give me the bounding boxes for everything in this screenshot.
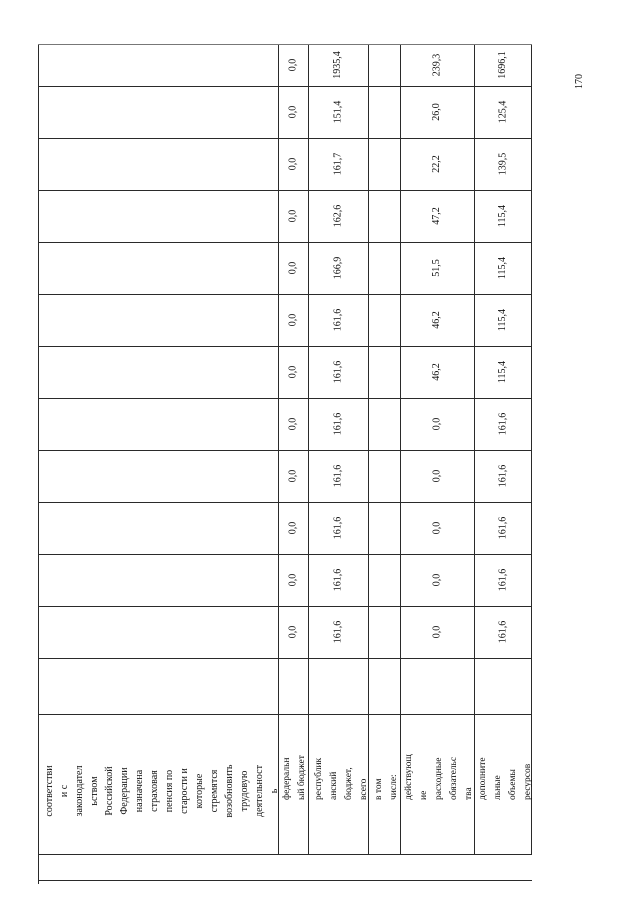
description-line: старости и: [179, 768, 190, 814]
description-line: деятельност: [254, 765, 265, 817]
cell-value: 125,4: [497, 100, 508, 124]
table-cell: [474, 294, 532, 346]
cell-value: 161,6: [497, 516, 508, 540]
page-number: 170: [574, 74, 585, 89]
description-line: ь: [269, 788, 280, 794]
row-label-line: расходные: [434, 757, 444, 800]
description-line: стремятся: [209, 769, 220, 813]
cell-value: 161,6: [332, 308, 343, 332]
cell-value: 115,4: [496, 308, 508, 332]
table-cell: [278, 398, 308, 450]
table-cell: [368, 190, 400, 242]
table-cell: [278, 346, 308, 398]
table-cell: [474, 502, 532, 554]
row-label-including: [372, 774, 402, 800]
table-cell: [474, 398, 532, 450]
cell-value: 162,6: [332, 204, 343, 228]
cell-value: 161,6: [332, 568, 343, 592]
cell-value: 151,4: [332, 100, 343, 124]
cell-value: 161,6: [332, 412, 343, 436]
cell-value: 1696,1: [497, 51, 508, 79]
table-cell: [400, 554, 474, 606]
table-cell: [474, 190, 532, 242]
table-cell: [278, 294, 308, 346]
table-cell: [400, 606, 474, 658]
cell-value: 0,0: [287, 313, 298, 327]
cell-value: 0,0: [287, 469, 298, 483]
table-cell: [474, 242, 532, 294]
table-cell: [308, 86, 368, 138]
row-label-line: действующ: [404, 754, 414, 800]
row-label-current-obligations: [402, 754, 477, 800]
table-cell: [400, 450, 474, 502]
cell-value: 161,6: [497, 568, 508, 592]
table-cell: [308, 44, 368, 86]
cell-value: 115,4: [496, 360, 508, 384]
row-label-line: тва: [464, 787, 474, 800]
cell-value: 0,0: [431, 417, 442, 431]
table-cell: [474, 44, 532, 86]
cell-value: 0,0: [287, 58, 298, 72]
table-cell: [368, 242, 400, 294]
table-cell: [400, 44, 474, 86]
cell-value: 0,0: [287, 417, 298, 431]
cell-value: 161,6: [332, 516, 343, 540]
cell-value: 0,0: [287, 105, 298, 119]
table-cell: [368, 606, 400, 658]
table-cell: [278, 606, 308, 658]
row-label-line: анский: [329, 771, 339, 800]
table-cell: [308, 138, 368, 190]
cell-value: 161,6: [497, 412, 508, 436]
table-cell: [278, 44, 308, 86]
description-line: Федерации: [119, 767, 130, 815]
description-line: законодател: [74, 765, 85, 817]
measure-description: [42, 732, 282, 850]
table-cell: [474, 138, 532, 190]
row-label-line: федеральн: [282, 757, 292, 800]
table-cell: [368, 44, 400, 86]
table-rule: [38, 44, 39, 884]
row-label-line: ый бюджет: [297, 755, 307, 800]
table-cell: [278, 242, 308, 294]
table-cell: [308, 554, 368, 606]
cell-value: 46,2: [431, 363, 442, 381]
cell-value: 0,0: [431, 469, 442, 483]
row-label-federal: [280, 755, 310, 800]
table-cell: [400, 398, 474, 450]
cell-value: 161,6: [332, 464, 343, 488]
cell-value: 0,0: [431, 573, 442, 587]
table-cell: [474, 450, 532, 502]
table-cell: [474, 606, 532, 658]
table-cell: [400, 294, 474, 346]
description-line: Российской: [104, 766, 115, 816]
cell-value: 161,6: [332, 620, 343, 644]
table-cell: [368, 138, 400, 190]
table-cell: [474, 346, 532, 398]
row-label-line: дополните: [478, 757, 488, 800]
table-cell: [368, 450, 400, 502]
table-rule: [38, 714, 532, 715]
table-cell: [368, 86, 400, 138]
description-line: страховая: [149, 770, 160, 812]
description-line: и с: [59, 784, 70, 798]
cell-value: 161,6: [497, 620, 508, 644]
cell-value: 0,0: [287, 365, 298, 379]
row-label-republic-total: [312, 758, 372, 800]
table-cell: [308, 346, 368, 398]
description-line: ьством: [89, 776, 100, 806]
table-cell: [474, 86, 532, 138]
table-cell: [278, 554, 308, 606]
table-cell: [368, 346, 400, 398]
cell-value: 0,0: [287, 625, 298, 639]
table-cell: [278, 450, 308, 502]
table-cell: [400, 190, 474, 242]
row-label-line: льные: [493, 775, 503, 800]
cell-value: 0,0: [431, 625, 442, 639]
table-frame: [38, 44, 532, 884]
row-label-additional-resources: [476, 757, 536, 800]
description-line: возобновить: [224, 764, 235, 818]
row-label-line: числе:: [389, 774, 399, 800]
cell-value: 0,0: [287, 573, 298, 587]
cell-value: 161,6: [497, 464, 508, 488]
table-cell: [278, 190, 308, 242]
cell-value: 26,0: [431, 103, 442, 121]
table-cell: [400, 502, 474, 554]
row-label-line: ресурсов: [523, 763, 533, 800]
table-cell: [400, 242, 474, 294]
row-label-line: объемы: [508, 769, 518, 800]
cell-value: 115,4: [496, 256, 508, 280]
row-label-line: ие: [419, 790, 429, 800]
cell-value: 46,2: [431, 311, 442, 329]
row-label-line: в том: [374, 778, 384, 800]
cell-value: 139,5: [497, 152, 508, 176]
row-label-line: всего: [359, 778, 369, 800]
cell-value: 166,9: [332, 256, 343, 280]
cell-value: 0,0: [287, 209, 298, 223]
description-line: соответстви: [44, 765, 55, 817]
cell-value: 0,0: [287, 521, 298, 535]
cell-value: 51,5: [431, 259, 442, 277]
description-line: трудовую: [239, 770, 250, 812]
table-rule: [38, 854, 532, 855]
table-cell: [400, 346, 474, 398]
cell-value: 47,2: [431, 207, 442, 225]
row-label-line: республик: [314, 757, 324, 800]
cell-value: 0,0: [287, 157, 298, 171]
cell-value: 0,0: [431, 521, 442, 535]
table-cell: [368, 294, 400, 346]
cell-value: 161,7: [332, 152, 343, 176]
table-cell: [278, 138, 308, 190]
table-cell: [278, 502, 308, 554]
table-cell: [400, 86, 474, 138]
cell-value: 22,2: [431, 155, 442, 173]
table-cell: [308, 606, 368, 658]
cell-value: 161,6: [332, 360, 343, 384]
cell-value: 0,0: [287, 261, 298, 275]
table-cell: [278, 86, 308, 138]
cell-value: 1935,4: [332, 51, 343, 79]
table-cell: [368, 502, 400, 554]
table-cell: [368, 398, 400, 450]
cell-value: 239,3: [431, 53, 442, 77]
table-cell: [400, 138, 474, 190]
row-label-line: обязательс: [449, 756, 459, 800]
table-cell: [474, 554, 532, 606]
table-cell: [308, 398, 368, 450]
table-rule: [38, 658, 532, 659]
table-cell: [368, 554, 400, 606]
table-cell: [308, 502, 368, 554]
table-cell: [308, 450, 368, 502]
table-rule: [38, 880, 532, 881]
description-line: пенсия по: [164, 769, 175, 813]
description-line: которые: [194, 773, 205, 809]
row-label-line: бюджет,: [344, 767, 354, 800]
table-cell: [308, 190, 368, 242]
cell-value: 115,4: [496, 204, 508, 228]
description-line: назначена: [134, 769, 145, 813]
table-cell: [308, 242, 368, 294]
table-cell: [308, 294, 368, 346]
